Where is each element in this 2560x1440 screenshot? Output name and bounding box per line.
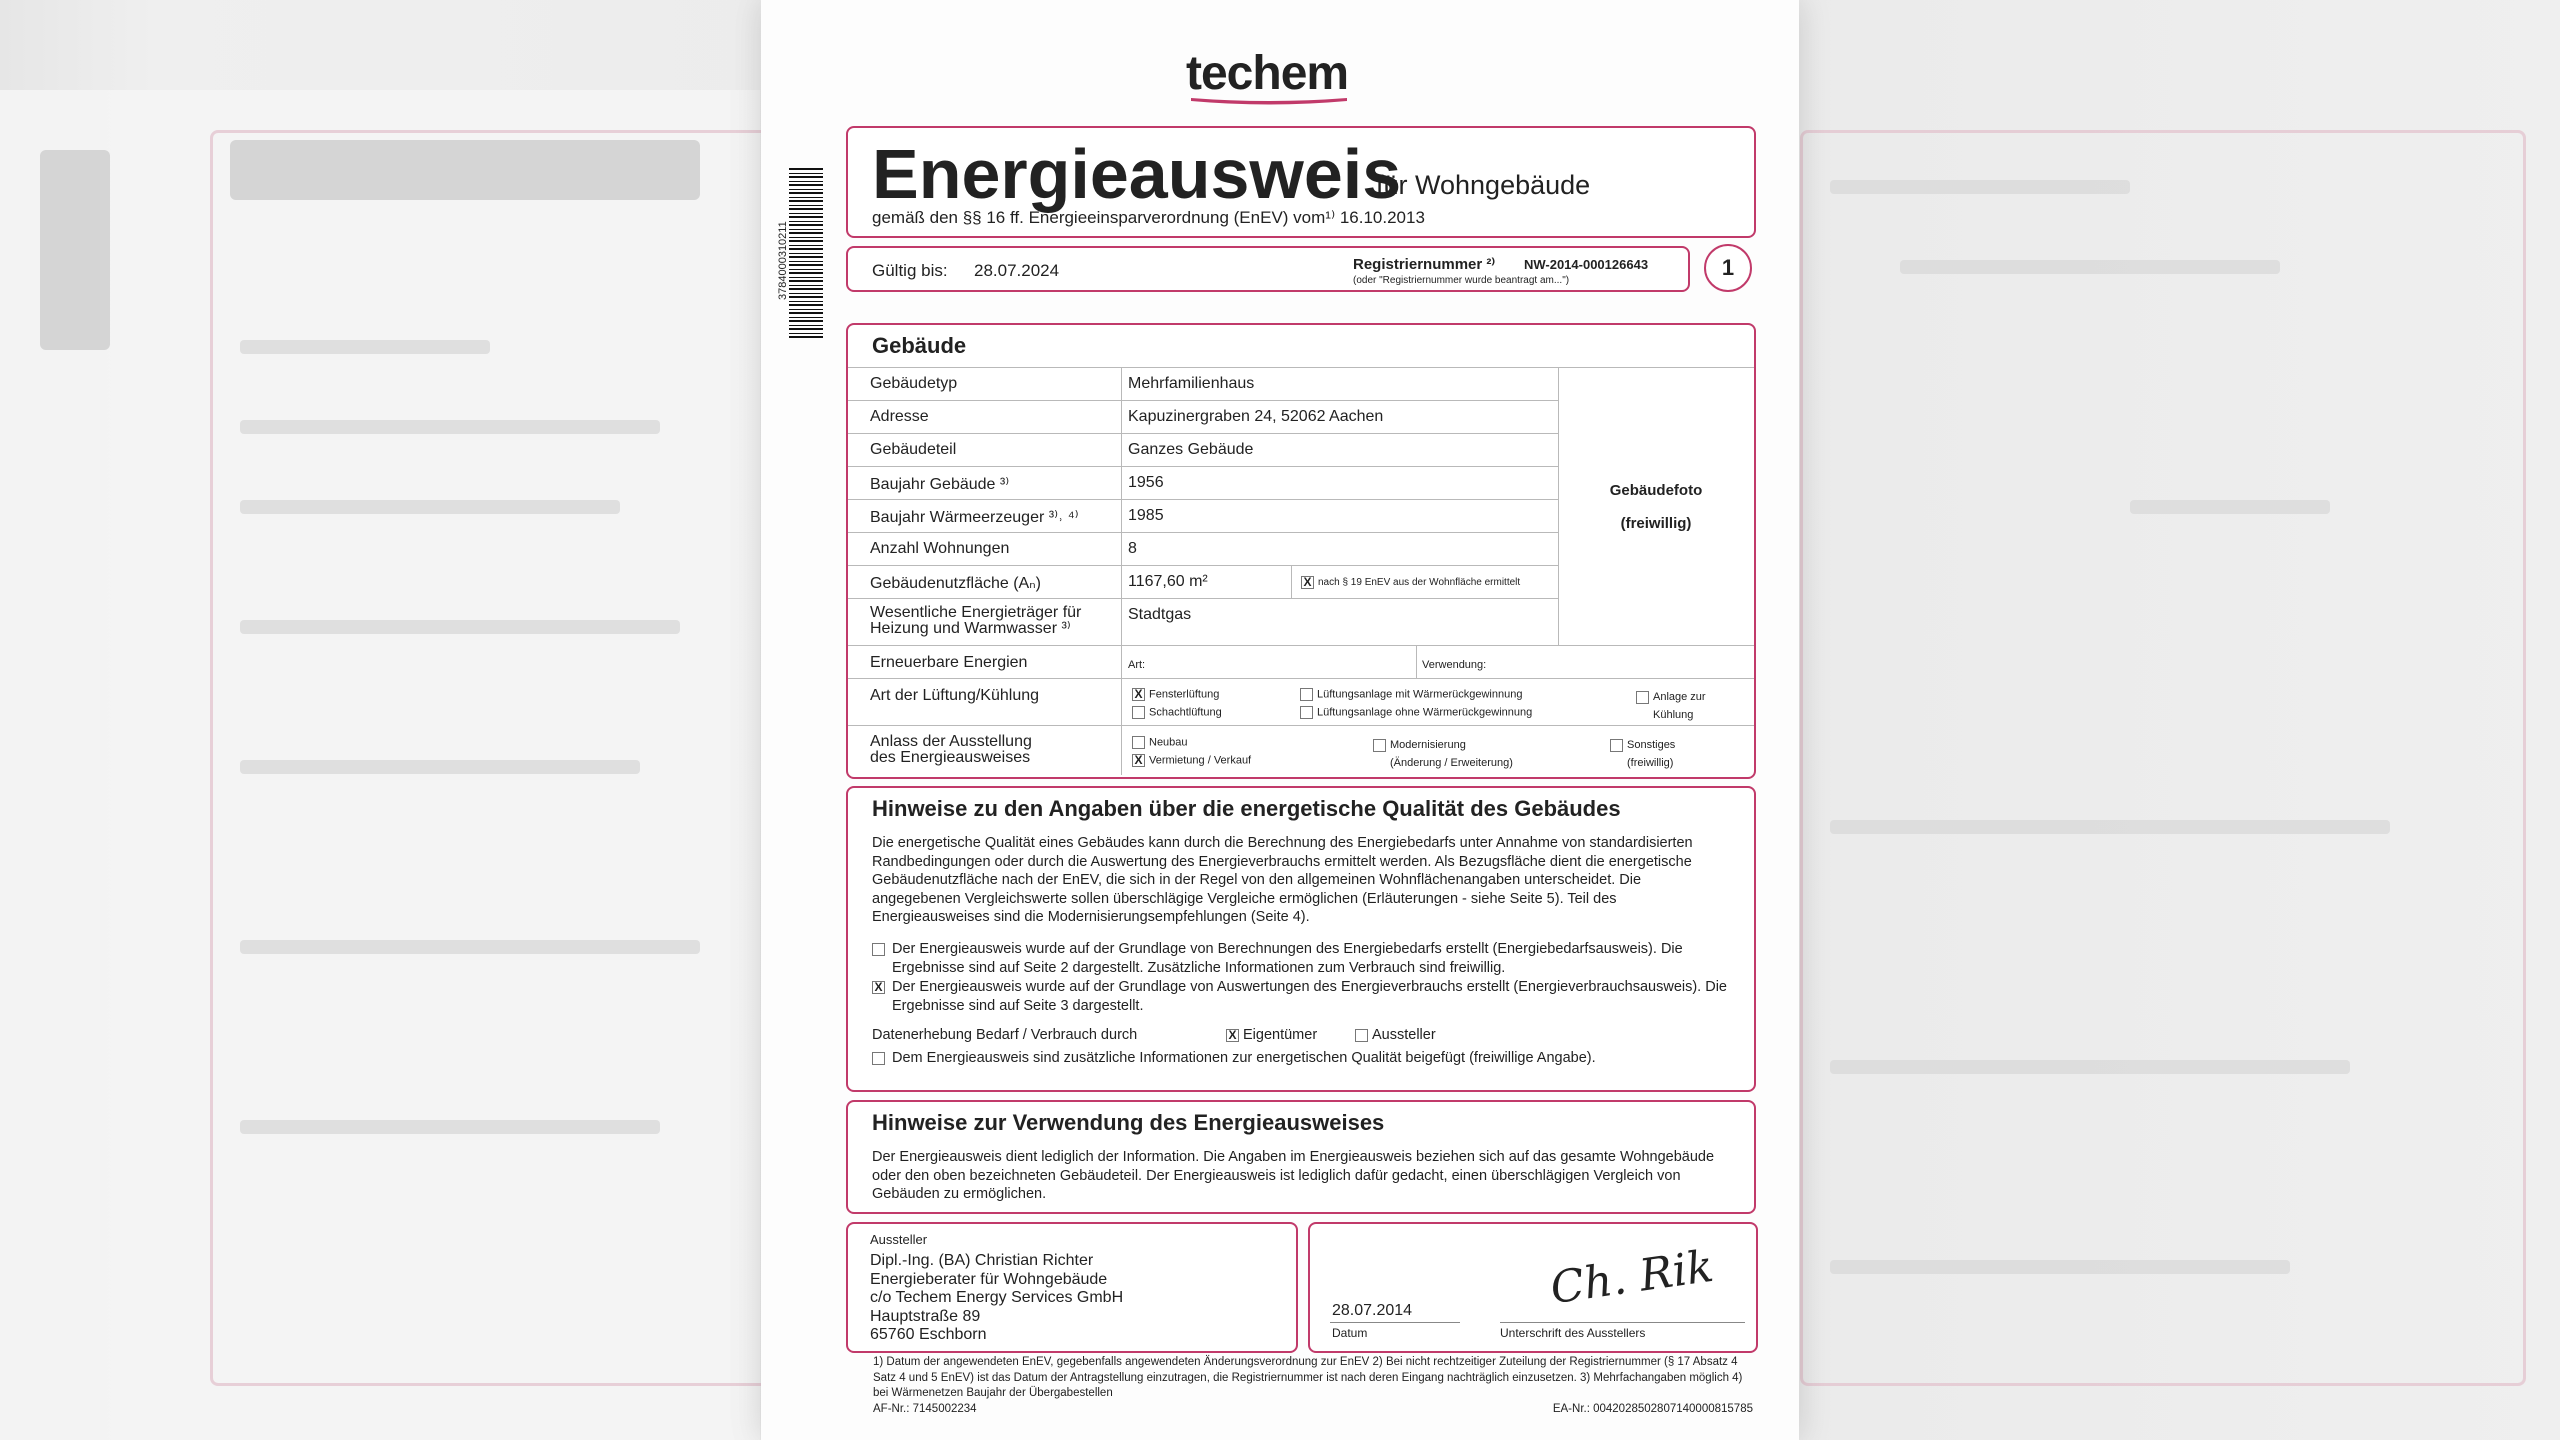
date-line xyxy=(1330,1322,1460,1323)
vent-cooling-label-2: Kühlung xyxy=(1653,709,1694,721)
row-label-address: Adresse xyxy=(870,408,929,425)
extra-info-checkbox[interactable] xyxy=(872,1052,885,1065)
divider xyxy=(848,499,1558,500)
vent-window-checkbox[interactable]: X xyxy=(1132,688,1145,701)
survey-label: Datenerhebung Bedarf / Verbrauch durch xyxy=(872,1027,1138,1043)
survey-issuer-label: Aussteller xyxy=(1372,1027,1436,1043)
vent-option-shaft xyxy=(1132,706,1222,719)
hints-section xyxy=(846,786,1756,1092)
document-subtitle: für Wohngebäude xyxy=(1376,170,1591,200)
energy-certificate-page xyxy=(761,0,1799,1440)
issuer-label: Aussteller xyxy=(870,1232,928,1247)
renewable-type: Art: xyxy=(1128,659,1146,671)
registration-number: NW-2014-000126643 xyxy=(1524,257,1649,272)
divider xyxy=(848,400,1558,401)
divider xyxy=(848,466,1558,467)
issue-date: 28.07.2014 xyxy=(1332,1302,1413,1319)
blurred-line xyxy=(240,420,660,434)
consumption-option-text: Der Energieausweis wurde auf der Grundlage von Auswertungen des Energieverbrauchs erstellt (Energieverbrauchsausweis). Die Ergebnisse sind auf Seite 3 dargestellt. xyxy=(892,979,1727,1014)
row-label-area: Gebäudenutzfläche (Aₙ) xyxy=(870,575,1041,592)
row-value-address: Kapuzinergraben 24, 52062 Aachen xyxy=(1128,408,1384,425)
energy-carrier-label xyxy=(870,605,1081,637)
hints-option-consumption xyxy=(872,978,1732,1015)
vent-option-window xyxy=(1132,688,1219,701)
registration-label: Registriernummer ²⁾ xyxy=(1353,256,1496,273)
divider xyxy=(1416,645,1417,678)
area-note xyxy=(1301,576,1520,589)
blurred-line xyxy=(1830,1060,2350,1074)
divider xyxy=(848,532,1558,533)
reference-numbers xyxy=(873,1402,1753,1418)
area-checkbox[interactable]: X xyxy=(1301,576,1314,589)
issuer-street: Hauptstraße 89 xyxy=(870,1307,981,1325)
divider xyxy=(848,433,1558,434)
demand-option-text: Der Energieausweis wurde auf der Grundlage von Berechnungen des Energiebedarfs erstellt (Energiebedarfsausweis). Die Ergebnisse sind auf Seite 2 dargestellt. Zusätzliche Informationen zum Verbrauch sind freiwillig. xyxy=(892,941,1683,976)
hints-option-extra xyxy=(872,1049,1732,1068)
vent-option-cooling xyxy=(1636,688,1706,724)
vent-with-recovery-checkbox[interactable] xyxy=(1300,688,1313,701)
divider xyxy=(848,598,1558,599)
row-label-units: Anzahl Wohnungen xyxy=(870,540,1010,557)
divider xyxy=(1121,367,1122,775)
techem-logo: techem xyxy=(1186,47,1349,100)
reason-modernisation-sub: (Änderung / Erweiterung) xyxy=(1390,757,1513,769)
divider xyxy=(848,367,1754,368)
reason-rent-sale xyxy=(1132,754,1251,767)
signature-line xyxy=(1500,1322,1745,1323)
law-reference: gemäß den §§ 16 ff. Energieeinsparverordnung (EnEV) vom¹⁾ 16.10.2013 xyxy=(872,208,1425,227)
vent-shaft-label: Schachtlüftung xyxy=(1149,706,1222,719)
survey-row xyxy=(872,1026,1732,1045)
blurred-line xyxy=(240,620,680,634)
issue-reason-label-2: des Energieausweises xyxy=(870,749,1031,766)
reason-modernisation-label: Modernisierung xyxy=(1390,739,1466,751)
issuer-role: Energieberater für Wohngebäude xyxy=(870,1270,1108,1288)
reason-rent-sale-checkbox[interactable]: X xyxy=(1132,754,1145,767)
divider xyxy=(848,725,1754,726)
ventilation-label: Art der Lüftung/Kühlung xyxy=(870,687,1040,704)
renewable-label: Erneuerbare Energien xyxy=(870,654,1028,671)
building-section xyxy=(846,323,1756,779)
blurred-frame-left xyxy=(210,130,776,1386)
logo-swoosh-icon xyxy=(1189,94,1349,108)
row-label-part: Gebäudeteil xyxy=(870,441,957,458)
blurred-frame-right xyxy=(1800,130,2526,1386)
hints-option-demand xyxy=(872,940,1732,977)
barcode-icon xyxy=(789,168,823,338)
issuer-city: 65760 Eschborn xyxy=(870,1326,987,1343)
building-title: Gebäude xyxy=(872,333,967,358)
page-number: 1 xyxy=(1704,244,1752,292)
blurred-line xyxy=(240,760,640,774)
blurred-line xyxy=(1830,1260,2290,1274)
survey-owner xyxy=(1226,1026,1317,1045)
energy-carrier-label-1: Wesentliche Energieträger für xyxy=(870,604,1082,621)
row-value-built: 1956 xyxy=(1128,474,1164,491)
survey-owner-label: Eigentümer xyxy=(1243,1027,1318,1043)
registration-note: (oder "Registriernummer wurde beantragt am...") xyxy=(1353,275,1570,286)
hints-paragraph: Die energetische Qualität eines Gebäudes kann durch die Berechnung des Energiebedarfs unter Annahme von standardisierten Randbedingungen oder durch die Auswertung des Energieverbrauchs ermittelt werden. Als Bezugsfläche dient die energetische Gebäudenutzfläche nach der EnEV, die sich in der Regel von den allgemeinen Wohnflächenangaben unterscheidet. Die angegebenen Vergleichswerte sollen überschlägige Vergleiche ermöglichen (Erläuterungen - siehe Seite 5). Teil des Energieausweises sind die Modernisierungsempfehlungen (Seite 4). xyxy=(872,835,1693,925)
building-photo-placeholder xyxy=(1560,369,1752,645)
title-box xyxy=(846,126,1756,238)
blurred-line xyxy=(240,1120,660,1134)
reason-new xyxy=(1132,736,1188,749)
row-value-heater-year: 1985 xyxy=(1128,507,1164,524)
ea-number: EA-Nr.: 004202850280714000081578​5 xyxy=(1552,1402,1753,1415)
reason-rent-sale-label: Vermietung / Verkauf xyxy=(1149,754,1252,767)
reason-other-sub: (freiwillig) xyxy=(1627,757,1674,769)
survey-issuer-checkbox[interactable] xyxy=(1355,1029,1368,1042)
photo-label: Gebäudefoto xyxy=(1609,482,1703,499)
hints-title: Hinweise zu den Angaben über die energetische Qualität des Gebäudes xyxy=(872,796,1621,821)
signature-box xyxy=(1308,1222,1758,1353)
usage-text: Der Energieausweis dient lediglich der Information. Die Angaben im Energieausweis beziehen sich auf das gesamte Wohngebäude oder den oben bezeichneten Gebäudeteil. Der Energieausweis ist lediglich dafür gedacht, einen überschlägigen Vergleich von Gebäuden zu ermöglichen. xyxy=(872,1149,1715,1202)
blurred-line xyxy=(2130,500,2330,514)
usage-title: Hinweise zur Verwendung des Energieausweises xyxy=(872,1110,1385,1135)
vent-with-recovery-label: Lüftungsanlage mit Wärmerückgewinnung xyxy=(1317,688,1523,701)
consumption-checkbox[interactable]: X xyxy=(872,981,885,994)
vent-shaft-checkbox[interactable] xyxy=(1132,706,1145,719)
blurred-line xyxy=(240,340,490,354)
blurred-line xyxy=(1900,260,2280,274)
row-value-type: Mehrfamilienhaus xyxy=(1128,375,1255,392)
handwritten-signature: Ch. Rik xyxy=(1547,1240,1717,1315)
usage-section xyxy=(846,1100,1756,1214)
divider xyxy=(1291,565,1292,598)
row-value-part: Ganzes Gebäude xyxy=(1128,441,1254,458)
energy-carrier-value: Stadtgas xyxy=(1128,606,1192,623)
footnote-text: 1) Datum der angewendeten EnEV, gegebenfalls angewendeten Änderungsverordnung zur EnEV 2) Bei nicht rechtzeitiger Zuteilung der Registriernummer (§ 17 Absatz 4 Satz 4 und 5 EnEV) ist das Datum der Antragstellung einzutragen, die Registriernummer ist nach deren Eingang nachträglich einzusetzen. 3) Mehrfachangaben möglich 4) bei Wärmenetzen Baujahr der Übergabestellen xyxy=(873,1356,1743,1399)
issue-reason-label-1: Anlass der Ausstellung xyxy=(870,733,1032,750)
vent-cooling-checkbox[interactable] xyxy=(1636,691,1649,704)
vent-option-with-recovery xyxy=(1300,688,1522,701)
divider xyxy=(848,565,1558,566)
valid-until-label: Gültig bis: xyxy=(872,261,948,280)
vent-without-recovery-label: Lüftungsanlage ohne Wärmerückgewinnung xyxy=(1317,706,1533,719)
reason-modernisation xyxy=(1373,736,1513,772)
date-label: Datum xyxy=(1332,1326,1368,1340)
survey-owner-checkbox[interactable]: X xyxy=(1226,1029,1239,1042)
signature-label: Unterschrift des Ausstellers xyxy=(1500,1326,1646,1340)
divider xyxy=(848,645,1754,646)
reason-modernisation-checkbox[interactable] xyxy=(1373,739,1386,752)
row-label-built: Baujahr Gebäude ³⁾ xyxy=(870,476,1010,493)
issue-reason-label xyxy=(870,734,1032,766)
issuer-name: Dipl.-Ing. (BA) Christian Richter xyxy=(870,1252,1094,1269)
issuer-company: c/o Techem Energy Services GmbH xyxy=(870,1289,1124,1306)
survey-issuer xyxy=(1355,1026,1436,1045)
validity-box xyxy=(846,246,1690,292)
row-value-area: 1167,60 m² xyxy=(1128,573,1208,590)
area-note-text: nach § 19 EnEV aus der Wohnfläche ermittelt xyxy=(1318,577,1521,589)
reason-new-label: Neubau xyxy=(1149,736,1188,749)
extra-info-text: Dem Energieausweis sind zusätzliche Informationen zur energetischen Qualität beigefügt (freiwillige Angabe). xyxy=(892,1050,1596,1066)
blurred-line xyxy=(1830,820,2390,834)
blurred-line xyxy=(1830,180,2130,194)
af-number: AF-Nr.: 7145002234 xyxy=(873,1402,977,1415)
vent-cooling-label-1: Anlage zur xyxy=(1653,691,1706,703)
blurred-line xyxy=(240,940,700,954)
row-value-units: 8 xyxy=(1128,540,1137,557)
demand-checkbox[interactable] xyxy=(872,943,885,956)
row-label-type: Gebäudetyp xyxy=(870,375,958,392)
reason-other-checkbox[interactable] xyxy=(1610,739,1623,752)
document-title: Energieausweis xyxy=(872,135,1402,213)
photo-optional: (freiwillig) xyxy=(1620,515,1692,532)
vent-option-without-recovery xyxy=(1300,706,1532,719)
issuer-box xyxy=(846,1222,1298,1353)
divider xyxy=(1558,367,1559,645)
renewable-use: Verwendung: xyxy=(1422,659,1487,671)
reason-other xyxy=(1610,736,1675,772)
vent-window-label: Fensterlüftung xyxy=(1149,688,1220,701)
issuer-address xyxy=(870,1252,1123,1345)
valid-until-date: 28.07.2024 xyxy=(974,261,1060,280)
row-label-heater-year: Baujahr Wärmeerzeuger ³⁾˒ ⁴⁾ xyxy=(870,509,1079,526)
vent-without-recovery-checkbox[interactable] xyxy=(1300,706,1313,719)
barcode-number: 3784000310211 xyxy=(777,221,789,300)
footnotes xyxy=(873,1355,1753,1418)
blurred-line xyxy=(240,500,620,514)
reason-other-label: Sonstiges xyxy=(1627,739,1676,751)
divider xyxy=(848,678,1754,679)
blurred-barcode xyxy=(40,150,110,350)
energy-carrier-label-2: Heizung und Warmwasser ³⁾ xyxy=(870,620,1071,637)
reason-new-checkbox[interactable] xyxy=(1132,736,1145,749)
